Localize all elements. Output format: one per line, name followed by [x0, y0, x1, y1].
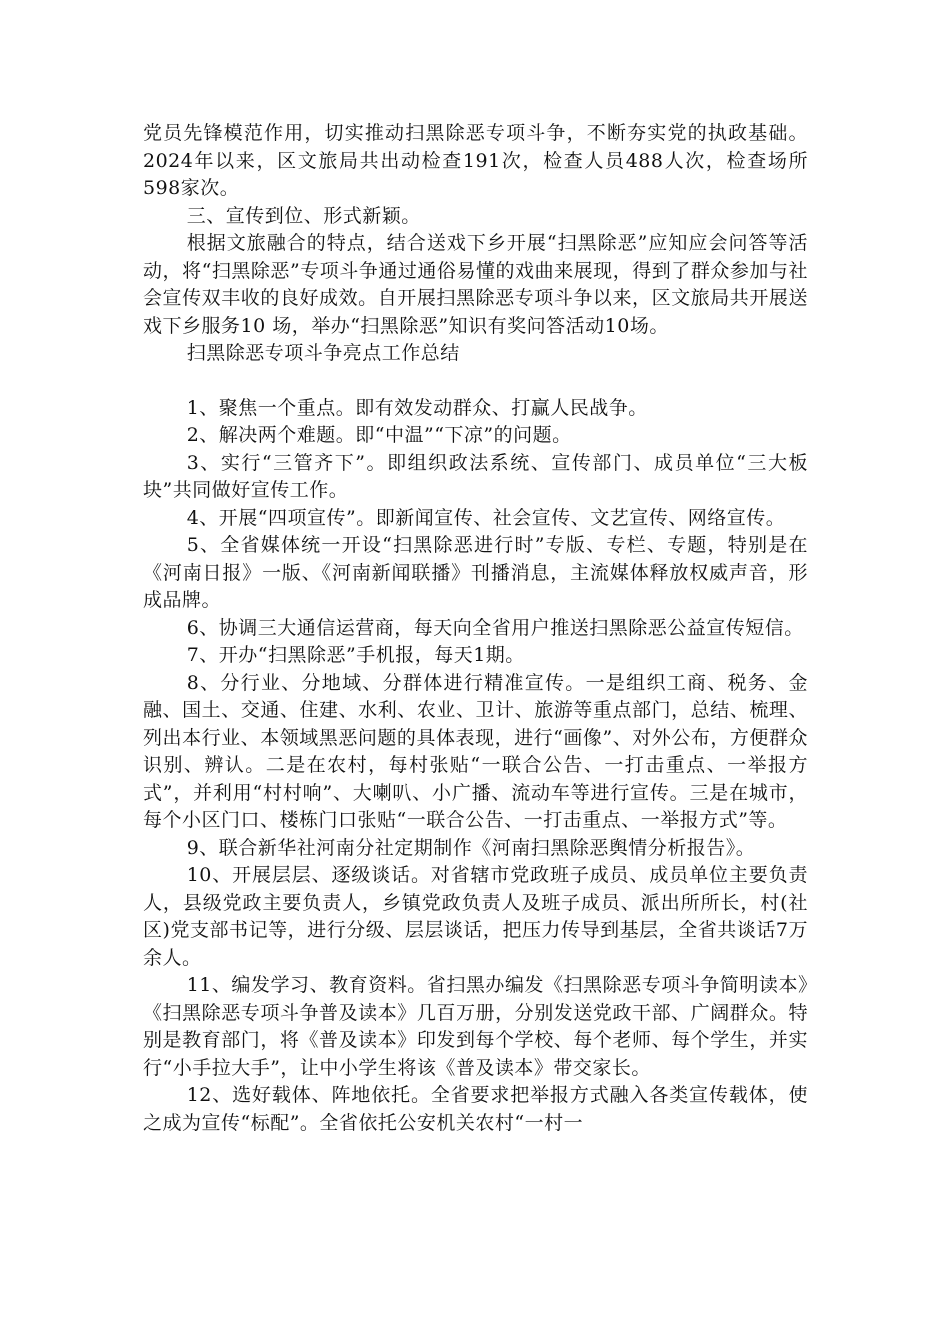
list-item-8: 8、分行业、分地域、分群体进行精准宣传。一是组织工商、税务、金融、国土、交通、住建、水利、农业、卫计、旅游等重点部门，总结、梳理、列出本行业、本领域黑恶问题的具体表现，进行“画像”、对外公布，方便群众识别、辨认。二是在农村，每村张贴“一联合公告、一打击重点、一举报方式”，并利用“村村响”、大喇叭、小广播、流动车等进行宣传。三是在城市，每个小区门口、楼栋门口张贴“一联合公告、一打击重点、一举报方式”等。 — [143, 671, 808, 831]
list-item-1: 1、聚焦一个重点。即有效发动群众、打赢人民战争。 — [186, 396, 648, 419]
list-item-12: 12、选好载体、阵地依托。全省要求把举报方式融入各类宣传载体，使之成为宣传“标配”。全省依托公安机关农村“一村一 — [143, 1084, 808, 1134]
blank-line — [143, 368, 808, 395]
section-heading-three: 三、宣传到位、形式新颖。 — [186, 204, 421, 227]
paragraph-publicity: 根据文旅融合的特点，结合送戏下乡开展“扫黑除恶”应知应会问答等活动，将“扫黑除恶”专项斗争通过通俗易懂的戏曲来展现，得到了群众参加与社会宣传双丰收的良好成效。自开展扫黑除恶专项斗争以来，区文旅局共开展送戏下乡服务10 场，举办“扫黑除恶”知识有奖问答活动10场。 — [143, 232, 808, 337]
list-item-4: 4、开展“四项宣传”。即新闻宣传、社会宣传、文艺宣传、网络宣传。 — [186, 506, 786, 529]
list-item-6: 6、协调三大通信运营商，每天向全省用户推送扫黑除恶公益宣传短信。 — [186, 616, 804, 639]
list-item-5: 5、全省媒体统一开设“扫黑除恶进行时”专版、专栏、专题，特别是在《河南日报》一版、《河南新闻联播》刊播消息，主流媒体释放权威声音，形成品牌。 — [143, 534, 808, 611]
list-item-7: 7、开办“扫黑除恶”手机报，每天1期。 — [186, 644, 525, 666]
list-item-2: 2、解决两个难题。即“中温”“下凉”的问题。 — [186, 424, 572, 446]
list-item-10: 10、开展层层、逐级谈话。对省辖市党政班子成员、成员单位主要负责人，县级党政主要负责人，乡镇党政负责人及班子成员、派出所所长，村(社区)党支部书记等，进行分级、层层谈话，把压力传导到基层，全省共谈话7万余人。 — [143, 864, 808, 969]
summary-title: 扫黑除恶专项斗争亮点工作总结 — [186, 342, 460, 364]
document-body — [143, 120, 808, 1137]
list-item-3: 3、实行“三管齐下”。即组织政法系统、宣传部门、成员单位“三大板块”共同做好宣传工作。 — [143, 451, 808, 501]
list-item-11: 11、编发学习、教育资料。省扫黑办编发《扫黑除恶专项斗争简明读本》《扫黑除恶专项斗争普及读本》几百万册，分别发送党政干部、广阔群众。特别是教育部门，将《普及读本》印发到每个学校、每个老师、每个学生，并实行“小手拉大手”，让中小学生将该《普及读本》带交家长。 — [143, 974, 808, 1079]
paragraph-continuation: 党员先锋模范作用，切实推动扫黑除恶专项斗争，不断夯实党的执政基础。2024年以来，区文旅局共出动检查191次，检查人员488人次，检查场所598家次。 — [143, 122, 808, 199]
list-item-9: 9、联合新华社河南分社定期制作《河南扫黑除恶舆情分析报告》。 — [186, 836, 756, 859]
